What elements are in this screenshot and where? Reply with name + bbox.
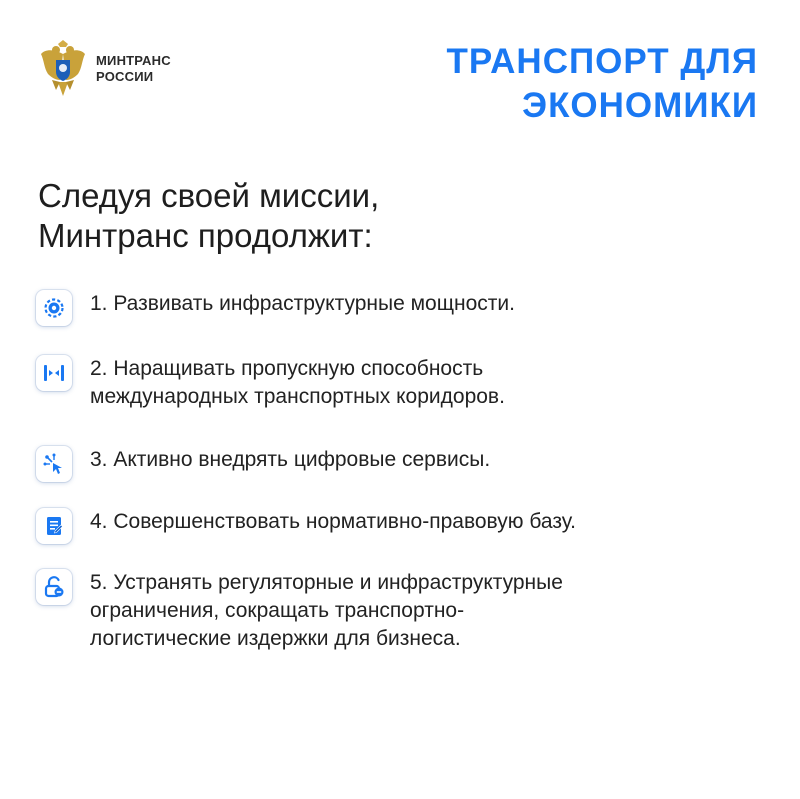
page-title — [38, 176, 379, 256]
list-item-text — [90, 290, 740, 318]
list-item-text — [90, 355, 740, 411]
list-item-line: 2. Наращивать пропускную способность — [90, 357, 484, 380]
document-icon — [36, 508, 72, 544]
corridor-icon — [36, 355, 72, 391]
logo-line-1: МИНТРАНС — [96, 53, 171, 68]
list-item — [36, 446, 740, 482]
list-item — [36, 569, 740, 653]
list-item-line: международных транспортных коридоров. — [90, 385, 505, 408]
headline-line-2: ЭКОНОМИКИ — [522, 86, 758, 125]
list-item-text — [90, 508, 740, 536]
coat-of-arms-icon — [38, 40, 88, 98]
list-item-text — [90, 569, 740, 653]
title-line-1: Следуя своей миссии, — [38, 177, 380, 214]
list-item — [36, 355, 740, 411]
list-item-line: ограничения, сокращать транспортно- — [90, 599, 465, 622]
title-line-2: Минтранс продолжит: — [38, 217, 373, 254]
list-item-line: 3. Активно внедрять цифровые сервисы. — [90, 448, 491, 471]
unlock-icon — [36, 569, 72, 605]
headline — [447, 40, 759, 128]
headline-line-1: ТРАНСПОРТ ДЛЯ — [446, 42, 758, 81]
list-item-line: 4. Совершенствовать нормативно-правовую базу. — [90, 510, 576, 533]
logo-text — [96, 53, 171, 85]
digital-touch-icon — [36, 446, 72, 482]
gear-icon — [36, 290, 72, 326]
ministry-logo — [38, 40, 171, 98]
list-item-line: 1. Развивать инфраструктурные мощности. — [90, 292, 515, 315]
list-item-text — [90, 446, 740, 474]
list-item-line: 5. Устранять регуляторные и инфраструктурные — [90, 571, 563, 594]
list-item-line: логистические издержки для бизнеса. — [90, 627, 461, 650]
list-item — [36, 290, 740, 326]
logo-line-2: РОССИИ — [96, 69, 154, 84]
list-item — [36, 508, 740, 544]
